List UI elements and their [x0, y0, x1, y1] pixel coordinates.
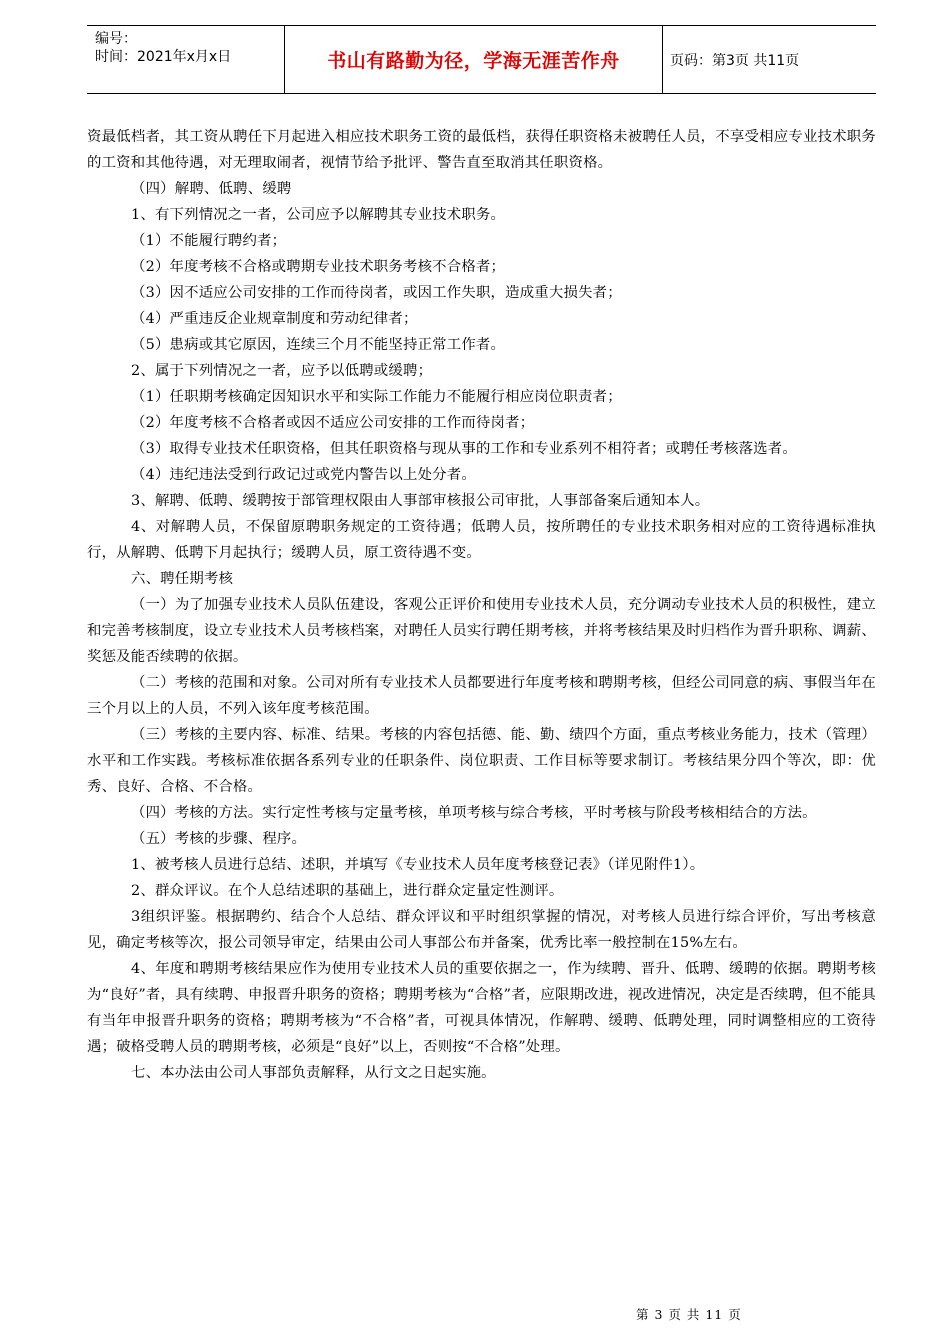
- body-paragraph: （二）考核的范围和对象。公司对所有专业技术人员都要进行年度考核和聘期考核，但经公司同意的病、事假当年在三个月以上的人员，不列入该年度考核范围。: [87, 675, 876, 717]
- body-paragraph: （3）因不适应公司安排的工作而待岗者，或因工作失职，造成重大损失者；: [131, 285, 622, 301]
- header-page-cell: [662, 26, 876, 93]
- body-paragraph: 七、本办法由公司人事部负责解释，从行文之日起实施。: [131, 1065, 496, 1081]
- body-paragraph: 4、年度和聘期考核结果应作为使用专业技术人员的重要依据之一，作为续聘、晋升、低聘、缓聘的依据。聘期考核为“良好”者，具有续聘、申报晋升职务的资格；聘期考核为“合格”者，应限期改进，视改进情况，决定是否续聘，但不能具有当年申报晋升职务的资格；聘期考核为“不合格”者，可视具体情况，作解聘、缓聘、低聘处理，同时调整相应的工资待遇；破格受聘人员的聘期考核，必须是“良好”以上，否则按“不合格”处理。: [87, 961, 876, 1055]
- body-paragraph: （3）取得专业技术任职资格，但其任职资格与现从事的工作和专业系列不相符者；或聘任考核落选者。: [131, 441, 797, 457]
- body-paragraph: （2）年度考核不合格或聘期专业技术职务考核不合格者；: [131, 259, 506, 275]
- header-motto-cell: [284, 26, 663, 93]
- header-page-label: 页码：第3页 共11页: [670, 52, 800, 69]
- body-paragraph: （1）任职期考核确定因知识水平和实际工作能力不能履行相应岗位职责者；: [131, 389, 622, 405]
- body-paragraph: 2、属于下列情况之一者，应予以低聘或缓聘；: [131, 363, 433, 379]
- document-number-label: 编号：: [95, 31, 137, 47]
- body-paragraph: （2）年度考核不合格者或因不适应公司安排的工作而待岗者；: [131, 415, 535, 431]
- body-paragraph: （4）违纪违法受到行政记过或党内警告以上处分者。: [131, 467, 476, 483]
- body-paragraph: 资最低档者，其工资从聘任下月起进入相应技术职务工资的最低档，获得任职资格未被聘任人员，不享受相应专业技术职务的工资和其他待遇，对无理取闹者，视情节给予批评、警告直至取消其任职资格。: [87, 129, 876, 171]
- body-paragraph: 1、被考核人员进行总结、述职，并填写《专业技术人员年度考核登记表》（详见附件1）。: [131, 857, 705, 873]
- page-header: [87, 25, 876, 94]
- document-body: [87, 124, 876, 1086]
- body-paragraph: （五）考核的步骤、程序。: [131, 831, 307, 847]
- body-paragraph: 1、有下列情况之一者，公司应予以解聘其专业技术职务。: [131, 207, 506, 223]
- body-paragraph: （四）考核的方法。实行定性考核与定量考核，单项考核与综合考核，平时考核与阶段考核相结合的方法。: [131, 805, 817, 821]
- body-paragraph: （一）为了加强专业技术人员队伍建设，客观公正评价和使用专业技术人员，充分调动专业技术人员的积极性，建立和完善考核制度，设立专业技术人员考核档案，对聘任人员实行聘任期考核，并将考核结果及时归档作为晋升职称、调薪、奖惩及能否续聘的依据。: [87, 597, 876, 665]
- body-paragraph: 2、群众评议。在个人总结述职的基础上，进行群众定量定性测评。: [131, 883, 564, 899]
- body-paragraph: （1）不能履行聘约者；: [131, 233, 287, 249]
- body-paragraph: （4）严重违反企业规章制度和劳动纪律者；: [131, 311, 418, 327]
- body-paragraph: 3组织评鉴。根据聘约、结合个人总结、群众评议和平时组织掌握的情况，对考核人员进行综合评价，写出考核意见，确定考核等次，报公司领导审定，结果由公司人事部公布并备案，优秀比率一般控制在15%左右。: [87, 909, 876, 951]
- body-paragraph: （四）解聘、低聘、缓聘: [131, 181, 292, 197]
- body-paragraph: 六、聘任期考核: [131, 571, 234, 587]
- body-paragraph: 3、解聘、低聘、缓聘按于部管理权限由人事部审核报公司审批，人事部备案后通知本人。: [131, 493, 710, 509]
- body-paragraph: （5）患病或其它原因，连续三个月不能坚持正常工作者。: [131, 337, 506, 353]
- body-paragraph: 4、对解聘人员，不保留原聘职务规定的工资待遇；低聘人员，按所聘任的专业技术职务相对应的工资待遇标准执行，从解聘、低聘下月起执行；缓聘人员，原工资待遇不变。: [87, 519, 876, 561]
- header-info: [87, 26, 284, 93]
- body-paragraph: （三）考核的主要内容、标准、结果。考核的内容包括德、能、勤、绩四个方面，重点考核业务能力，技术（管理）水平和工作实践。考核标准依据各系列专业的任职条件、岗位职责、工作目标等要求制订。考核结果分四个等次，即：优秀、良好、合格、不合格。: [87, 727, 876, 795]
- document-time-label: 时间：2021年x月x日: [95, 49, 232, 65]
- header-motto: 书山有路勤为径，学海无涯苦作舟: [327, 50, 620, 72]
- page-footer: 第 3 页 共 11 页: [636, 1307, 742, 1322]
